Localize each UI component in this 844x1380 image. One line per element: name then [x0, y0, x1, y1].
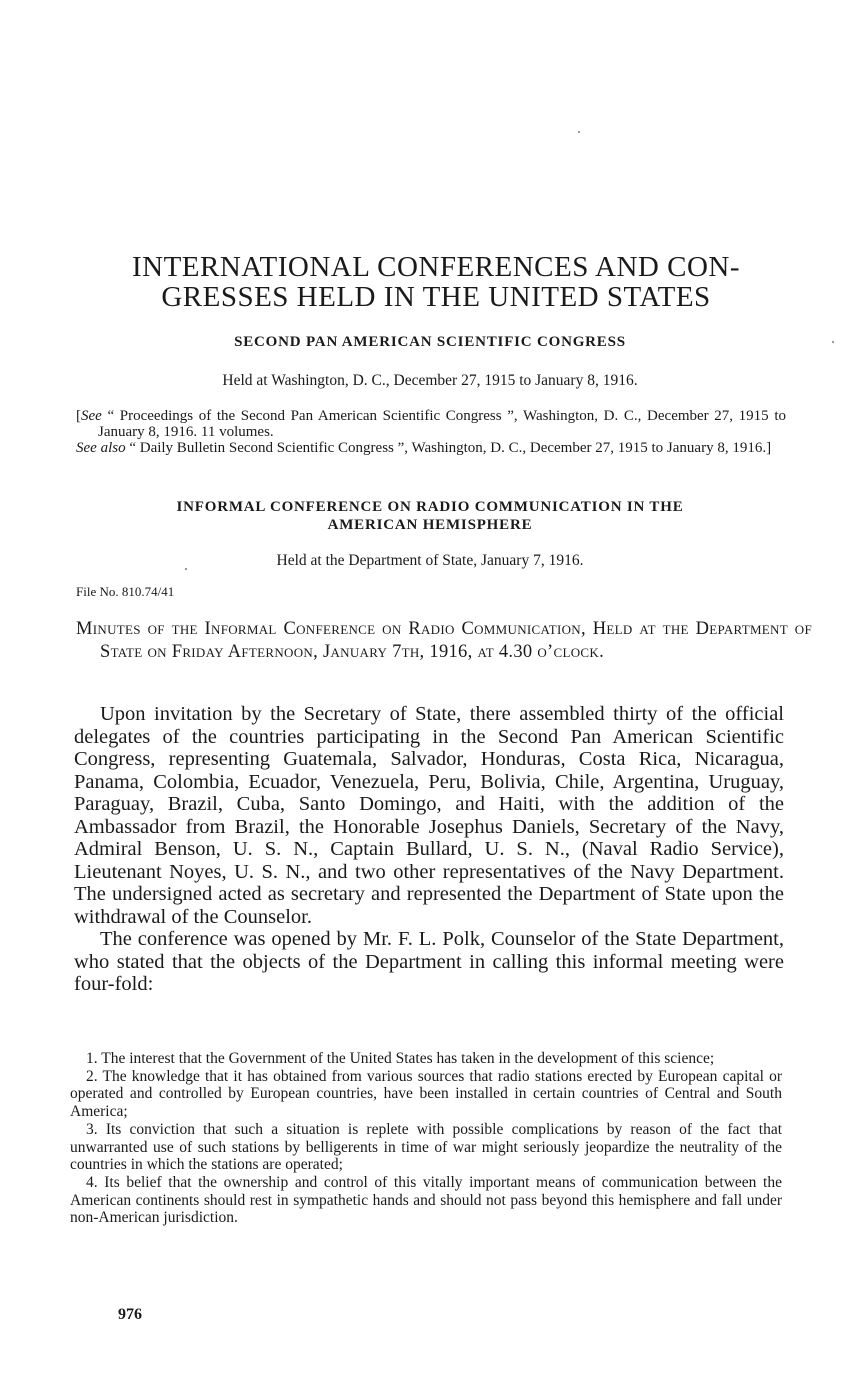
object-item-3: 3. Its conviction that such a situation is replete with possible complications by reason of the fact that unwarranted use of such stations by belligerents in time of war might seriously jeopardize the neutrality of the countries in which the stations are operated;	[70, 1120, 782, 1174]
note-2-text: “ Daily Bulletin Second Scientific Congress ”, Washington, D. C., December 27, 1915 to January 8, 1916.]	[125, 440, 772, 456]
radio-heading-line-1: INFORMAL CONFERENCE ON RADIO COMMUNICATION IN THE	[176, 499, 684, 515]
paper-speck	[185, 568, 187, 570]
body-paragraph-2: The conference was opened by Mr. F. L. Polk, Counselor of the State Department, who stated that the objects of the Department in calling this informal meeting were four-fold:	[74, 928, 784, 995]
radio-heading-line-2: AMERICAN HEMISPHERE	[327, 517, 533, 533]
paper-speck	[578, 131, 580, 133]
congress-reference-note	[76, 408, 786, 456]
reference-note-1	[76, 408, 786, 440]
object-item-2: 2. The knowledge that it has obtained from various sources that radio stations erected by European capital or operated and controlled by European countries, have been installed in certain countries of Central and South America;	[70, 1067, 782, 1121]
note-2-italic: See also	[76, 440, 126, 456]
chapter-title-line-2: GRESSES HELD IN THE UNITED STATES	[161, 281, 711, 313]
minutes-body	[74, 703, 784, 996]
body-paragraph-1: Upon invitation by the Secretary of State, there assembled thirty of the official delegates of the countries participating in the Second Pan American Scientific Congress, representing Guatemala, Salvador, Honduras, Costa Rica, Nicaragua, Panama, Colombia, Ecuador, Venezuela, Peru, Bolivia, Chile, Argentina, Uruguay, Paraguay, Brazil, Cuba, Santo Domingo, and Haiti, with the addition of the Ambassador from Brazil, the Honorable Josephus Daniels, Secretary of the Navy, Admiral Benson, U. S. N., Captain Bullard, U. S. N., (Naval Radio Service), Lieutenant Noyes, U. S. N., and two other representatives of the Navy Department. The undersigned acted as secretary and represented the Department of State upon the withdrawal of the Counselor.	[74, 703, 784, 928]
object-item-4: 4. Its belief that the ownership and control of this vitally important means of communication between the American continents should rest in sympathetic hands and should not pass beyond this hemisphere and fall under non-American jurisdiction.	[70, 1173, 782, 1227]
note-open-bracket: [	[76, 408, 81, 424]
note-1-text: “ Proceedings of the Second Pan American Scientific Congress ”, Washington, D. C., December 27, 1915 to January 8, 1916. 11 volumes.	[98, 408, 786, 440]
objects-list	[70, 1050, 782, 1227]
page-number: 976	[118, 1306, 142, 1323]
chapter-title-line-1: INTERNATIONAL CONFERENCES AND CON-	[131, 251, 740, 283]
note-1-italic: See	[81, 408, 102, 424]
paper-speck	[832, 341, 834, 343]
congress-heading: SECOND PAN AMERICAN SCIENTIFIC CONGRESS	[234, 334, 626, 350]
object-item-1: 1. The interest that the Government of the United States has taken in the development of this science;	[86, 1050, 715, 1067]
radio-conference-heading	[80, 498, 780, 534]
file-number: File No. 810.74/41	[76, 584, 175, 599]
chapter-title	[86, 252, 786, 312]
congress-held-line: Held at Washington, D. C., December 27, 1915 to January 8, 1916.	[222, 372, 638, 389]
reference-note-2	[76, 440, 786, 456]
minutes-title: Minutes of the Informal Conference on Radio Communication, Held at the Department of State on Friday Afternoon, January 7th, 1916, at 4.30 o’clock.	[76, 619, 812, 662]
radio-held-line: Held at the Department of State, January 7, 1916.	[276, 552, 584, 569]
